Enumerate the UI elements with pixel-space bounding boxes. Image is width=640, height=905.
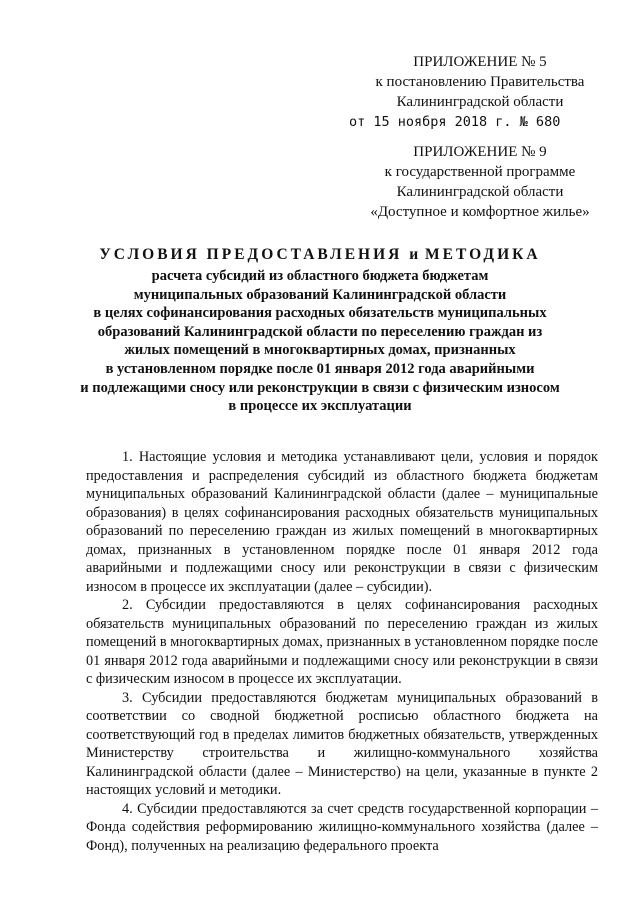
title-sub-line: в процессе их эксплуатации (228, 398, 412, 415)
appendix-5-block (345, 52, 615, 132)
paragraph-2: 2. Субсидии предоставляются в целях софинансирования расходных обязательств муниципальных образований по переселению граждан из жилых помещений в многоквартирных домах, признанных в установленном порядке после 01 января 2012 года аварийными и подлежащими сносу или реконструкции в связи с физическим износом в процессе их эксплуатации. (86, 597, 598, 687)
title-main-part-a: УСЛОВИЯ ПРЕДОСТАВЛЕНИЯ (99, 246, 403, 263)
title-sub-line: расчета субсидий из областного бюджета бюджетам (151, 268, 489, 284)
appendix-9-line: «Доступное и комфортное жилье» (370, 204, 590, 220)
paragraph-4: 4. Субсидии предоставляются за счет средств государственной корпорации – Фонда содействия реформированию жилищно-коммунального хозяйства (далее – Фонд), полученных на реализацию федерального проекта (86, 800, 598, 854)
title-sub-line: образований Калининградской области по переселению граждан из (97, 323, 543, 340)
appendix-9-heading: ПРИЛОЖЕНИЕ № 9 (413, 144, 547, 160)
document-body (86, 448, 598, 855)
title-main-line (60, 244, 580, 266)
paragraph-3: 3. Субсидии предоставляются бюджетам муниципальных образований в соответствии со сводной бюджетной росписью областного бюджета на соответствующий год в пределах лимитов бюджетных обязательств, утвержденных Министерству строительства и жилищно-коммунального хозяйства Калининградской области (далее – Министерство) на цели, указанные в пункте 2 настоящих условий и методики. (86, 689, 598, 798)
appendix-5-line: Калининградской области (396, 94, 564, 110)
title-sub-line: в установленном порядке после 01 января 2012 года аварийными (105, 360, 535, 377)
title-sub-line: и подлежащими сносу или реконструкции в связи с физическим износом (80, 379, 560, 396)
appendix-9-line: к государственной программе (384, 164, 576, 180)
appendix-5-date-number: от 15 ноября 2018 г. № 680 (349, 114, 561, 130)
appendix-5-line: к постановлению Правительства (375, 74, 585, 90)
appendix-9-block (345, 142, 615, 222)
title-sub-line: в целях софинансирования расходных обязательств муниципальных (93, 305, 547, 322)
title-sub-line: муниципальных образований Калининградской области (133, 286, 507, 303)
title-conjunction: и (409, 246, 419, 263)
title-main-part-b: МЕТОДИКА (425, 246, 541, 263)
appendix-5-heading: ПРИЛОЖЕНИЕ № 5 (413, 54, 547, 70)
title-sub-line: жилых помещений в многоквартирных домах, признанных (124, 342, 516, 359)
paragraph-1: 1. Настоящие условия и методика устанавливают цели, условия и порядок предоставления и распределения субсидий из областного бюджета бюджетам муниципальных образований Калининградской области (далее – муниципальные образования) в целях софинансирования расходных обязательств муниципальных образований по переселению граждан из жилых помещений в многоквартирных домах, признанных в установленном порядке после 01 января 2012 года аварийными и подлежащими сносу или реконструкции в связи с физическим износом в процессе их эксплуатации (далее – субсидии). (86, 449, 598, 595)
document-title (60, 244, 580, 416)
appendix-9-line: Калининградской области (396, 184, 564, 200)
